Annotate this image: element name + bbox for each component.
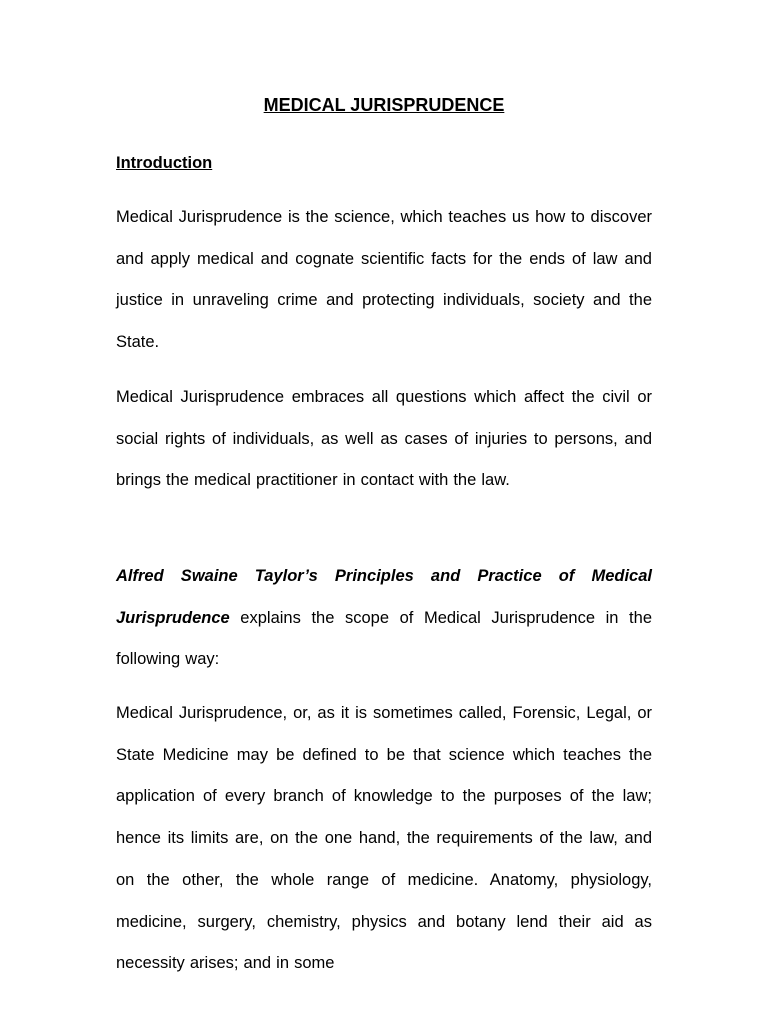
document-title: MEDICAL JURISPRUDENCE [263, 95, 505, 115]
paragraph-taylor-text: explains the scope of Medical Jurisprudence in the following way: [116, 608, 652, 669]
section-heading-introduction: Introduction [116, 154, 213, 172]
book-citation: Alfred Swaine Taylor’s Principles and Practice of Medical Jurisprudence [116, 567, 652, 627]
paragraph-scope: Medical Jurisprudence embraces all questions which affect the civil or social rights of individuals, as well as cases of injuries to persons, and brings the medical practitioner in contact with the law. [116, 388, 652, 490]
paragraph-definition: Medical Jurisprudence is the science, which teaches us how to discover and apply medical and cognate scientific facts for the ends of law and justice in unraveling crime and protecting individuals, society and the State. [116, 208, 652, 352]
paragraph-taylor-quote: Medical Jurisprudence, or, as it is sometimes called, Forensic, Legal, or State Medicine may be defined to be that science which teaches the application of every branch of knowledge to the purposes of the law; hence its limits are, on the one hand, the requirements of the law, and on the other, the whole range of medicine. Anatomy, physiology, medicine, surgery, chemistry, physics and botany lend their aid as necessity arises; and in some [116, 704, 652, 973]
paragraph-taylor-reference [116, 556, 652, 681]
